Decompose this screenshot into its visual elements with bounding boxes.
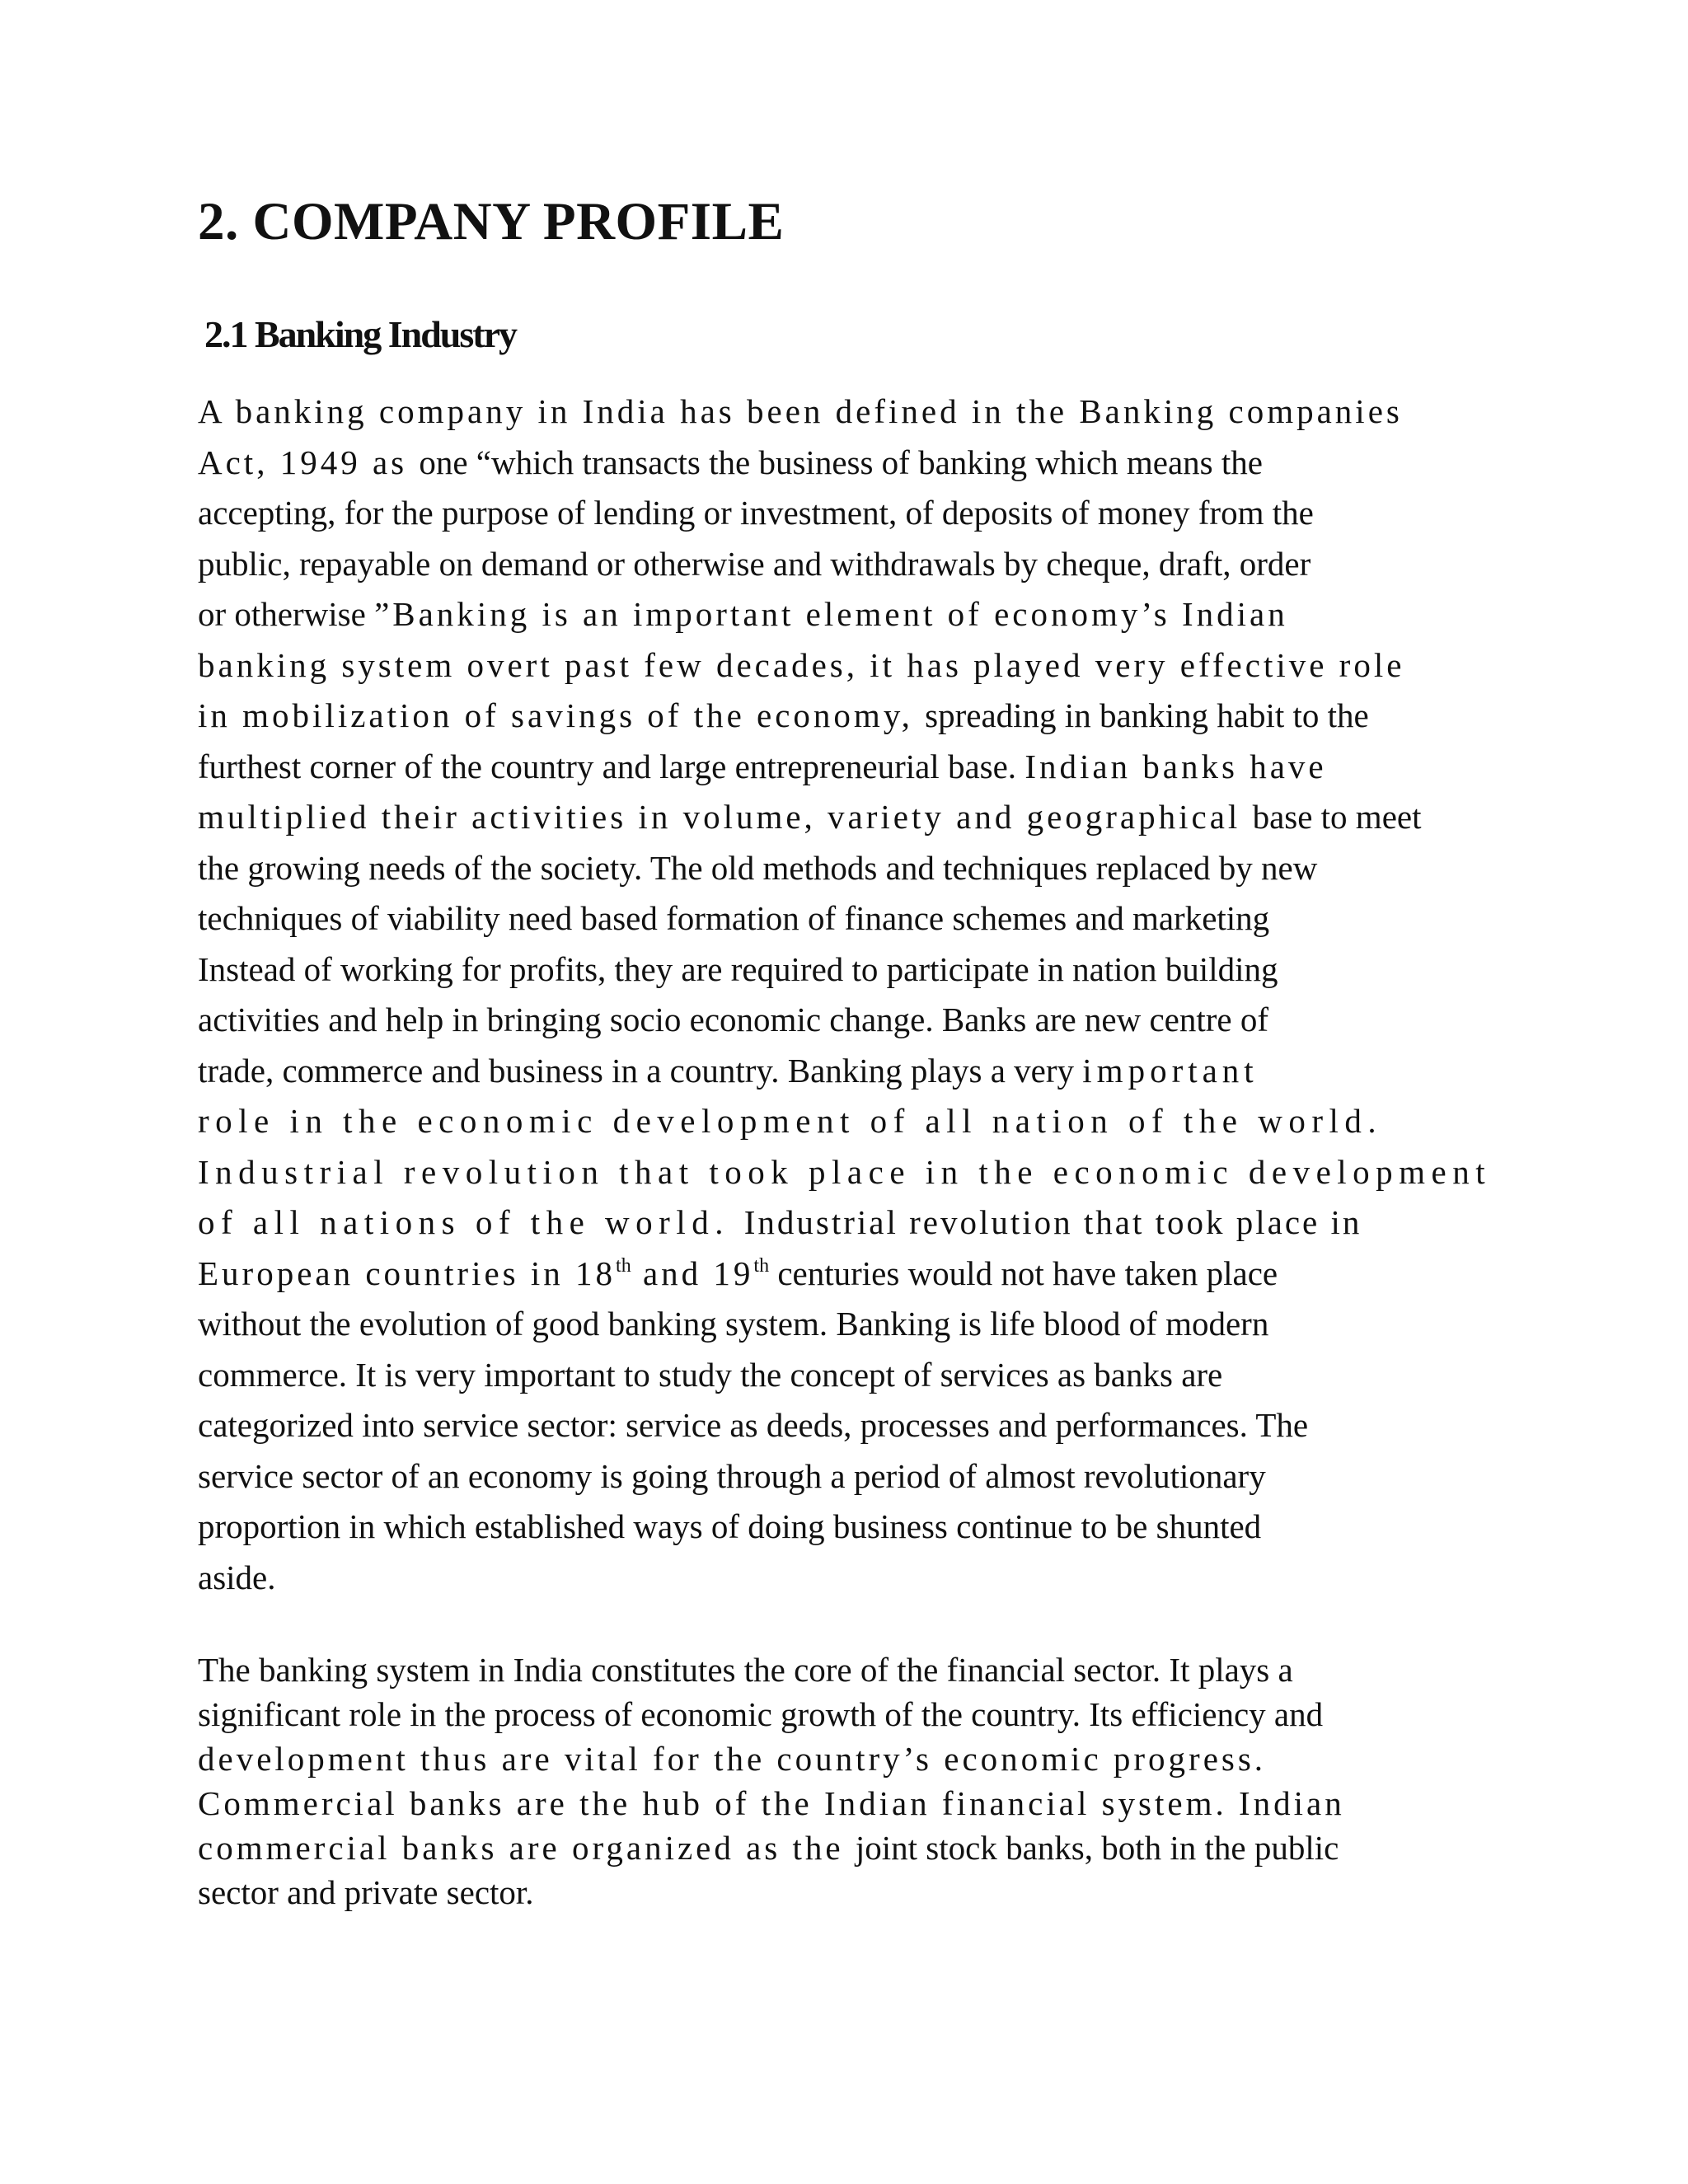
text-line: proportion in which established ways of doing business continue to be shunted xyxy=(198,1507,1262,1546)
text-span: commercial banks are organized as the xyxy=(198,1829,856,1868)
text-span: base to meet xyxy=(1252,798,1422,837)
text-line: service sector of an economy is going through a period of almost revolutionary xyxy=(198,1456,1266,1495)
text-span: centuries would not have taken place xyxy=(769,1254,1278,1292)
text-span: and 19 xyxy=(631,1254,754,1292)
text-span: Act, 1949 as xyxy=(198,443,420,481)
text-line xyxy=(198,691,1500,742)
text-line xyxy=(198,1046,1500,1097)
text-line: development thus are vital for the country’s economic progress. xyxy=(198,1740,1267,1779)
text-span: spreading in banking habit to the xyxy=(925,696,1369,735)
text-span: of all nations of the world. xyxy=(198,1203,744,1242)
text-span: or otherwise xyxy=(198,595,375,634)
text-line: sector and private sector. xyxy=(198,1873,534,1912)
text-line xyxy=(198,1197,1500,1249)
text-span: European countries in 18 xyxy=(198,1254,617,1292)
text-span: joint stock banks, both in the public xyxy=(855,1829,1339,1868)
text-line: The banking system in India constitutes the core of the financial sector. It plays a xyxy=(198,1651,1293,1690)
document-page xyxy=(198,190,1500,1915)
text-line: activities and help in bringing socio economic change. Banks are new centre of xyxy=(198,1001,1269,1039)
text-line: accepting, for the purpose of lending or investment, of deposits of money from the xyxy=(198,494,1314,532)
text-line: techniques of viability need based formation of finance schemes and marketing xyxy=(198,899,1270,938)
text-line: categorized into service sector: service as deeds, processes and performances. The xyxy=(198,1406,1309,1445)
text-line xyxy=(198,589,1500,640)
superscript: th xyxy=(753,1254,770,1277)
text-line: the growing needs of the society. The old methods and techniques replaced by new xyxy=(198,848,1318,887)
text-span: ”Banking is an important element of economy’s Indian xyxy=(374,595,1288,634)
text-line xyxy=(198,1825,1500,1870)
text-line xyxy=(198,438,1500,489)
text-line: Instead of working for profits, they are required to participate in nation building xyxy=(198,949,1278,988)
text-line: aside. xyxy=(198,1558,276,1596)
text-line: significant role in the process of economic growth of the country. Its efficiency and xyxy=(198,1695,1324,1734)
paragraph-banking-system xyxy=(198,1647,1500,1915)
text-line: public, repayable on demand or otherwise and withdrawals by cheque, draft, order xyxy=(198,544,1311,583)
text-span: Industrial revolution that took place in xyxy=(743,1203,1362,1242)
text-line: banking system overt past few decades, it has played very effective role xyxy=(198,645,1405,684)
text-line: without the evolution of good banking system. Banking is life blood of modern xyxy=(198,1305,1269,1343)
text-span: furthest corner of the country and large entrepreneurial base. xyxy=(198,747,1025,785)
text-span: trade, commerce and business in a country. Banking plays a very xyxy=(198,1051,1083,1090)
text-line: role in the economic development of all nation of the world. xyxy=(198,1102,1383,1141)
text-line xyxy=(198,742,1500,793)
text-line: commerce. It is very important to study the concept of services as banks are xyxy=(198,1355,1223,1394)
text-line: A banking company in India has been defined in the Banking companies xyxy=(198,392,1403,431)
text-line xyxy=(198,792,1500,843)
paragraph-banking-definition xyxy=(198,387,1500,1603)
page-title: 2. COMPANY PROFILE xyxy=(198,192,785,251)
text-span: in mobilization of savings of the economy, xyxy=(198,696,926,735)
text-span: multiplied their activities in volume, variety and geographical xyxy=(198,798,1253,837)
text-line xyxy=(198,1249,1500,1300)
section-heading: 2.1 Banking Industry xyxy=(204,313,516,355)
superscript: th xyxy=(616,1254,631,1277)
text-span: one “which transacts the business of banking which means the xyxy=(419,443,1263,481)
text-span: important xyxy=(1082,1051,1259,1090)
text-line: Industrial revolution that took place in the economic development xyxy=(198,1152,1492,1191)
text-line: Commercial banks are the hub of the Indian financial system. Indian xyxy=(198,1784,1345,1823)
text-span: Indian banks have xyxy=(1025,747,1327,785)
